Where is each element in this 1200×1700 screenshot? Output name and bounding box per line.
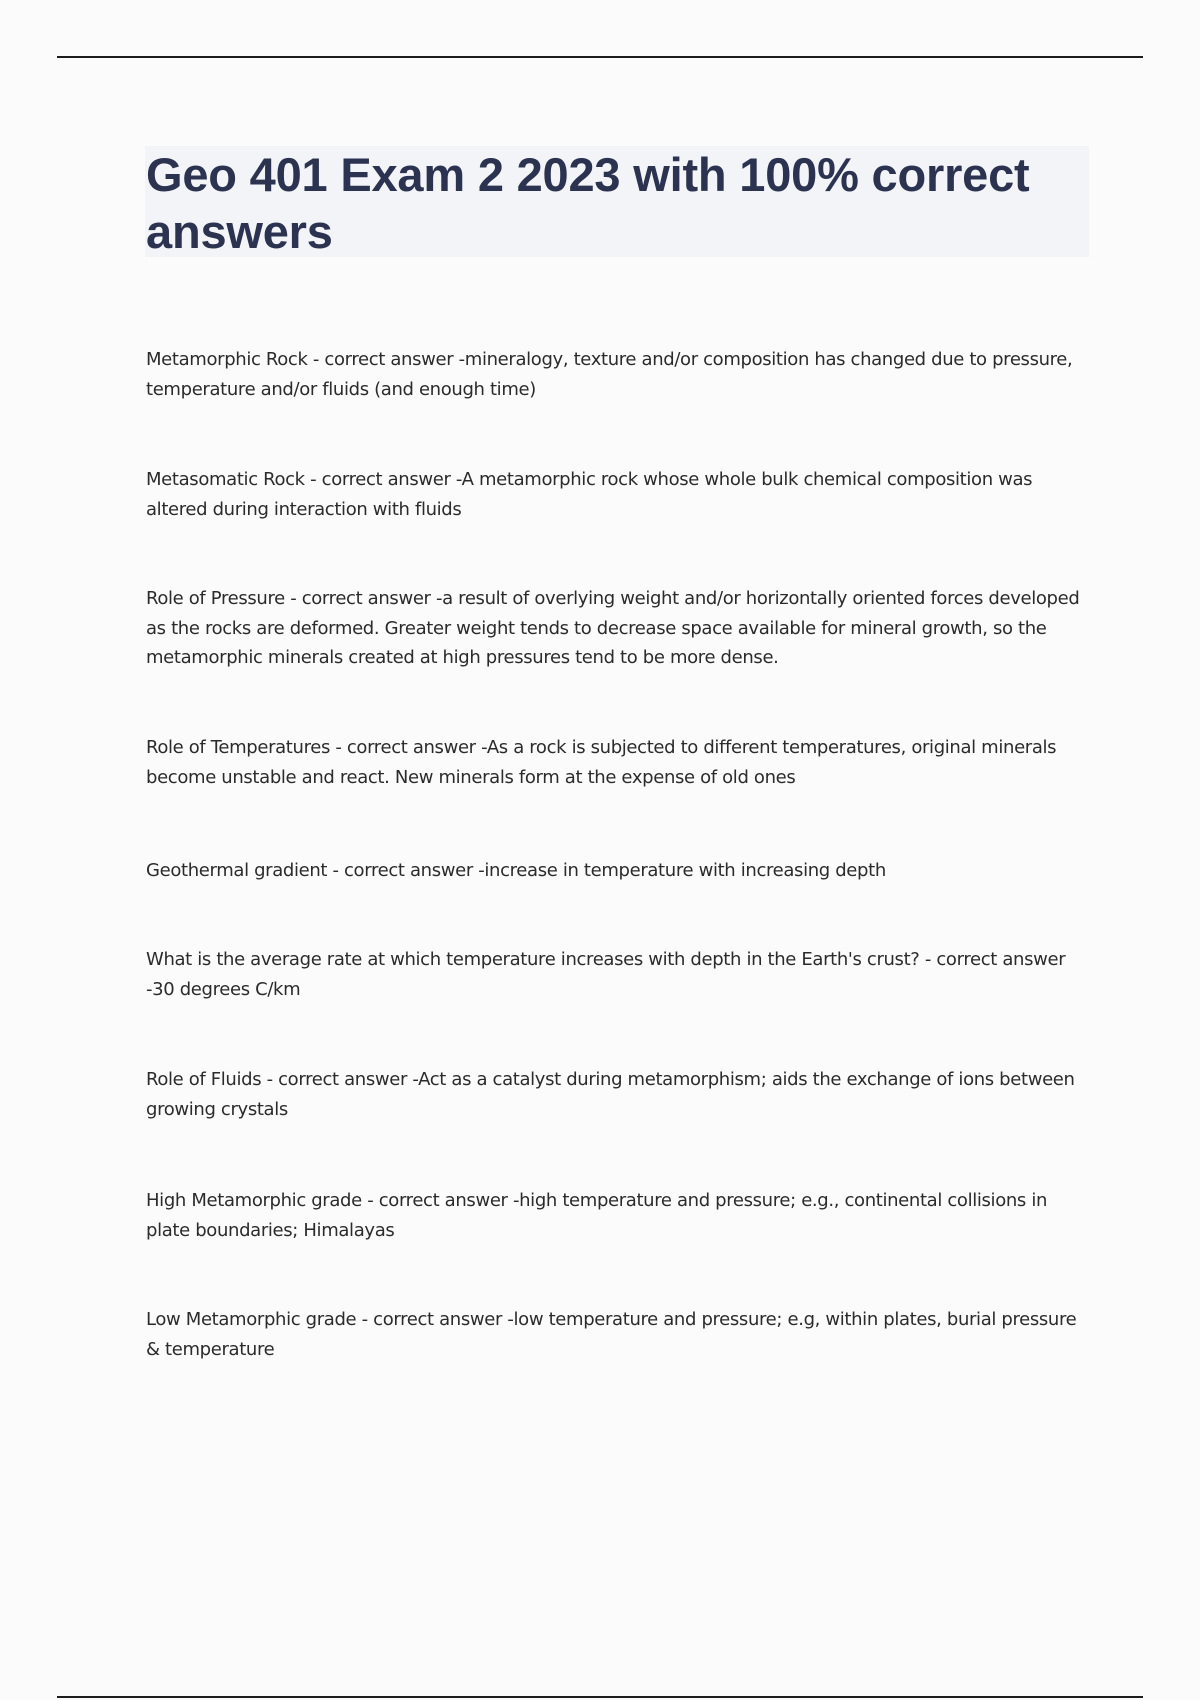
qa-entry-role-of-fluids: Role of Fluids - correct answer -Act as a catalyst during metamorphism; aids the exchange of ions between growing crystals	[146, 1069, 1075, 1120]
qa-entry-metasomatic-rock: Metasomatic Rock - correct answer -A metamorphic rock whose whole bulk chemical composition was altered during interaction with fluids	[146, 469, 1033, 520]
qa-entry-average-rate: What is the average rate at which temperature increases with depth in the Earth's crust? - correct answer -30 degrees C/km	[146, 949, 1066, 1000]
top-divider	[57, 56, 1143, 58]
qa-entry-role-of-temperatures: Role of Temperatures - correct answer -As a rock is subjected to different temperatures, original minerals become unstable and react. New minerals form at the expense of old ones	[146, 737, 1057, 788]
bottom-divider	[57, 1696, 1143, 1698]
title-banner	[145, 146, 1089, 257]
qa-entry-high-metamorphic-grade: High Metamorphic grade - correct answer -high temperature and pressure; e.g., continental collisions in plate boundaries; Himalayas	[146, 1190, 1048, 1241]
qa-entry-metamorphic-rock: Metamorphic Rock - correct answer -mineralogy, texture and/or composition has changed due to pressure, temperature and/or fluids (and enough time)	[146, 349, 1073, 400]
document-title: Geo 401 Exam 2 2023 with 100% correct answers	[146, 148, 1030, 258]
qa-entry-low-metamorphic-grade: Low Metamorphic grade - correct answer -low temperature and pressure; e.g, within plates, burial pressure & temperature	[146, 1309, 1077, 1360]
qa-entry-role-of-pressure: Role of Pressure - correct answer -a result of overlying weight and/or horizontally oriented forces developed as the rocks are deformed. Greater weight tends to decrease space available for mineral growth, so the metamorphic minerals created at high pressures tend to be more dense.	[146, 588, 1080, 668]
qa-entry-geothermal-gradient: Geothermal gradient - correct answer -increase in temperature with increasing depth	[146, 860, 886, 881]
